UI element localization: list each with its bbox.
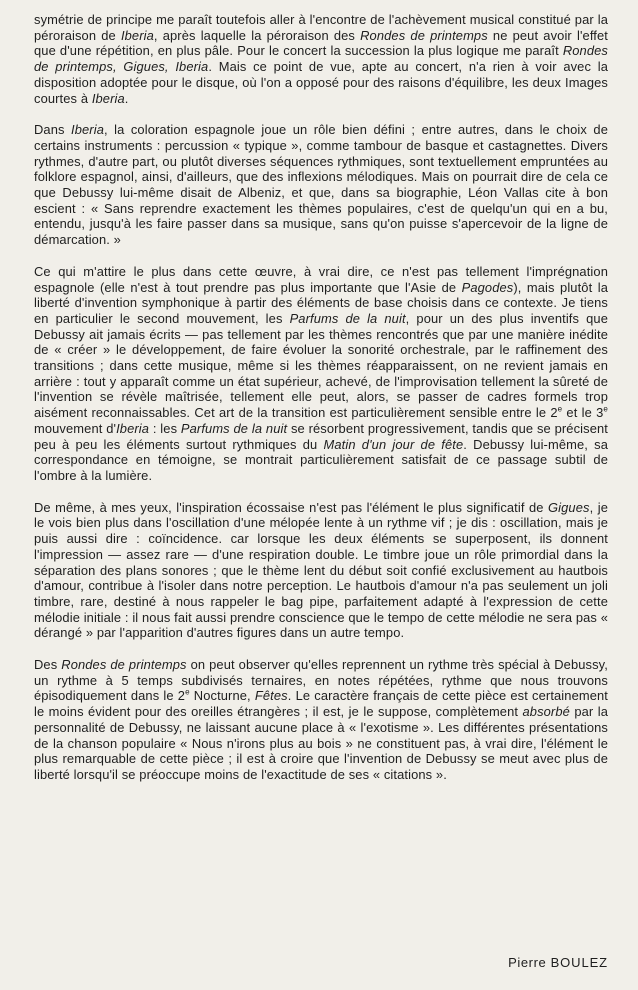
text-segment: et le 3 <box>562 405 604 421</box>
paragraph <box>34 122 608 248</box>
paragraph <box>34 12 608 106</box>
text-segment: , après laquelle la péroraison des <box>153 27 361 43</box>
text-segment: Nocturne, <box>189 688 255 704</box>
italic-segment: Rondes de printemps <box>61 657 187 673</box>
document-page <box>34 12 609 970</box>
author-last-name: BOULEZ <box>550 955 608 970</box>
italic-segment: Parfums de la nuit <box>180 420 288 436</box>
italic-segment: Pagodes <box>461 279 514 295</box>
superscript-segment: e <box>603 404 608 414</box>
text-segment: : les <box>149 420 181 436</box>
italic-segment: absorbé <box>522 704 570 720</box>
paragraph <box>34 500 608 641</box>
paragraph <box>34 657 608 783</box>
italic-segment: Iberia <box>71 122 104 138</box>
paragraph <box>34 264 608 484</box>
author-first-name: Pierre <box>508 955 547 970</box>
text-segment: , je le vois bien plus dans l'oscillation d'une mélopée lente à un rythme vif ; je dis : oscillation, mais je puis aussi dire : coïncidence. car lorsque les deux éléments se superposent, ils donnent l'impression — assez rare — d'une respiration double. Le timbre joue un rôle primordial dans la séparation des plans sonores ; que le thème lent du début soit confié exclusivement au hautbois d'amour, contribue à l'isoler dans notre perception. Le hautbois d'amour n'a pas seulement un joli timbre, rare, destiné à nous rappeler le bag pipe, parfaitement adapté à l'expression de cette mélodie initiale : il nous fait aussi prendre conscience que le tempo de cette mélodie ne sera pas « dérangé » par l'apparition d'autres figures dans un autre tempo. <box>34 499 608 641</box>
text-segment: se résorbent progressivement, tandis que se précisent peu à peu les éléments surtout rythmiques du <box>34 420 608 452</box>
text-segment: ne peut avoir l'effet que d'une répétition, en plus pâle. Pour le concert la succession la plus logique me paraît <box>34 27 608 59</box>
text-segment: . Mais ce point de vue, apte au concert, n'a rien à voir avec la disposition adoptée pour le disque, où l'on a opposé pour des raisons d'équilibre, les deux Images courtes à <box>34 59 609 106</box>
text-segment: , pour un des plus inventifs que Debussy ait jamais écrits — pas tellement par les thèmes rencontrés que par une manière inédite de « créer » le développement, de faire évoluer la sonorité orchestrale, par le raffinement des transitions ; dans cette musique, même si les thèmes réapparaissent, on ne revient jamais en arrière : tout y apparaît comme un état supérieur, achevé, de l'improvisation tellement la sûreté de l'invention se révèle maîtrisée, tellement elle peut, alors, se passer de cadres formels trop aisément reconnaissables. Cet art de la transition est particulièrement sensible entre le 2 <box>34 310 608 421</box>
text-segment: . <box>124 90 129 106</box>
italic-segment: Iberia <box>91 90 125 106</box>
text-segment: symétrie de principe me paraît toutefois aller à l'encontre de l'achèvement musical constitué par la péroraison de <box>34 12 608 43</box>
text-segment: par la personnalité de Debussy, ne laissant aucune place à « l'exotisme ». Les différentes présentations de la chanson populaire « Nous n'irons plus au bois » ne constituent pas, à vrai dire, l'élément le plus remarquable de cette pièce ; il est à croire que l'invention de Debussy se meut avec plus de liberté lorsqu'il se préoccupe moins de l'exactitude de ses « citations ». <box>34 704 609 782</box>
italic-segment: Matin d'un jour de fête <box>323 436 464 452</box>
text-segment: ), mais plutôt la liberté d'invention symphonique à partir des éléments de base choisis dans ce contexte. Je tiens en particulier le second mouvement, les <box>34 279 608 326</box>
text-segment: , la coloration espagnole joue un rôle bien défini ; entre autres, dans le choix de certains instruments : percussion « typique », comme tambour de basque et castagnettes. Divers rythmes, d'autre part, ou plutôt diverses séquences rythmiques, sont textuellement empruntées au folklore espagnol, ainsi, d'ailleurs, que des inflexions mélodiques. Mais on pourrait dire de cela ce que Debussy lui-même disait de Albeniz, et que, dans sa biographie, Léon Vallas cite à bon escient : « Sans reprendre exactement les thèmes populaires, c'est de quelqu'un qui en a bu, entendu, jusqu'à les faire passer dans sa musique, sans qu'on puisse s'apercevoir de la ligne de démarcation. » <box>34 122 608 248</box>
italic-segment: Rondes de printemps, Gigues, Iberia <box>34 43 608 75</box>
text-segment: Ce qui m'attire le plus dans cette œuvre, à vrai dire, ce n'est pas tellement l'imprégnation espagnole (elle n'est à tout prendre pas plus importante que l'Asie de <box>34 263 608 295</box>
italic-segment: Gigues <box>548 499 590 515</box>
italic-segment: Fêtes <box>254 688 288 704</box>
text-segment: Des <box>34 657 62 673</box>
text-segment: mouvement d' <box>34 420 117 436</box>
text-segment: . Debussy lui-même, sa correspondance en témoigne, se montrait particulièrement satisfait de ce passage subtil de l'ombre à la lumière. <box>34 436 608 483</box>
text-segment: Dans <box>34 122 72 138</box>
superscript-segment: e <box>557 404 563 414</box>
text-segment: De même, à mes yeux, l'inspiration écossaise n'est pas l'élément le plus significatif de <box>34 499 549 515</box>
italic-segment: Rondes de printemps <box>360 27 488 43</box>
italic-segment: Parfums de la nuit <box>289 310 406 326</box>
italic-segment: Iberia <box>120 27 154 43</box>
italic-segment: Iberia <box>116 420 150 436</box>
text-segment: . Le caractère français de cette pièce est certainement le moins évident pour des oreilles étrangères ; il est, je le suppose, complètement <box>34 688 609 720</box>
author-signature <box>508 955 608 970</box>
text-segment: on peut observer qu'elles reprennent un rythme très spécial à Debussy, un rythme à 5 temps subdivisés ternaires, en notes répétées, rythme que nous trouvons épisodiquement dans le 2 <box>34 657 608 704</box>
superscript-segment: e <box>185 688 190 698</box>
